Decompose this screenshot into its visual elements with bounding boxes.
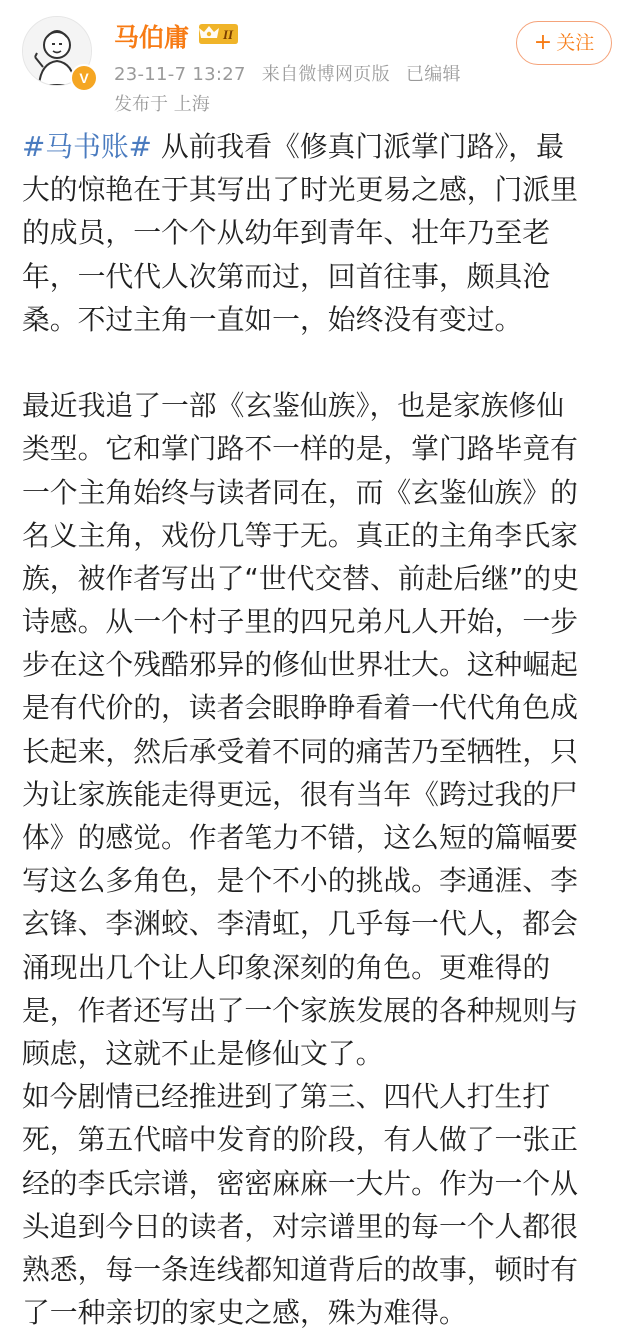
post-line: 的成员，一个个从幼年到青年、壮年乃至老 (22, 216, 551, 250)
post-header (0, 0, 640, 125)
follow-label: 关注 (556, 32, 595, 54)
post-time: 23-11-7 13:27 (114, 64, 246, 85)
level-badge-label: II (222, 27, 234, 42)
post-line: 一个主角始终与读者同在，而《玄鉴仙族》的 (22, 475, 578, 509)
post-line: 熟悉，每一条连线都知道背后的故事，顿时有 (22, 1252, 578, 1286)
post-content (22, 125, 622, 1334)
post-source[interactable]: 来自微博网页版 (261, 64, 390, 85)
post-line (22, 125, 622, 168)
level-badge-icon (195, 22, 239, 46)
plus-icon: + (533, 30, 553, 55)
paragraph-gap (22, 341, 622, 384)
post-location: 发布于 上海 (114, 94, 210, 115)
post-line: 玄锋、李渊蛟、李清虹，几乎每一代人，都会 (22, 907, 578, 941)
post-line: 顾虑，这就不止是修仙文了。 (22, 1036, 384, 1070)
post-line: 经的李氏宗谱，密密麻麻一大片。作为一个从 (22, 1166, 578, 1200)
post-line: 体》的感觉。作者笔力不错，这么短的篇幅要 (22, 821, 578, 854)
post-line: 桑。不过主角一直如一，始终没有变过。 (22, 302, 523, 336)
post-line: 如今剧情已经推进到了第三、四代人打生打 (22, 1080, 551, 1114)
post-meta (114, 60, 461, 86)
post-line: 涌现出几个让人印象深刻的角色。更难得的 (22, 950, 551, 984)
post-line: 是，作者还写出了一个家族发展的各种规则与 (22, 993, 578, 1027)
post-line: 大的惊艳在于其写出了时光更易之感，门派里 (22, 173, 578, 207)
follow-button[interactable] (516, 21, 612, 65)
post-line: 名义主角，戏份几等于无。真正的主角李氏家 (22, 518, 578, 552)
post-line: 最近我追了一部《玄鉴仙族》，也是家族修仙 (22, 389, 565, 423)
post-line: 长起来，然后承受着不同的痛苦乃至牺牲，只 (22, 734, 578, 768)
post-line: 头追到今日的读者，对宗谱里的每一个人都很 (22, 1209, 578, 1243)
post-line: 死，第五代暗中发育的阶段，有人做了一张正 (22, 1123, 578, 1157)
post-line-text: 从前我看《修真门派掌门路》，最 (160, 130, 564, 163)
post-line: 为让家族能走得更远，很有当年《跨过我的尸 (22, 777, 578, 811)
verified-badge-icon: V (70, 64, 98, 92)
post-line: 年，一代代人次第而过，回首往事，颇具沧 (22, 259, 551, 293)
author-name[interactable]: 马伯庸 (114, 23, 190, 52)
edited-label[interactable]: 已编辑 (405, 64, 461, 85)
post-line: 族，被作者写出了“世代交替、前赴后继”的史 (22, 561, 579, 595)
post-line: 写这么多角色，是个不小的挑战。李通涯、李 (22, 864, 578, 898)
post-line: 步在这个残酷邪异的修仙世界壮大。这种崛起 (22, 648, 578, 682)
hashtag-link[interactable]: #马书账# (22, 130, 152, 163)
post-line: 是有代价的，读者会眼睁睁看着一代代角色成 (22, 691, 578, 725)
post-line: 了一种亲切的家史之感，殊为难得。 (22, 1296, 467, 1330)
post-line: 类型。它和掌门路不一样的是，掌门路毕竟有 (22, 432, 578, 466)
post-line: 诗感。从一个村子里的四兄弟凡人开始，一步 (22, 605, 578, 639)
